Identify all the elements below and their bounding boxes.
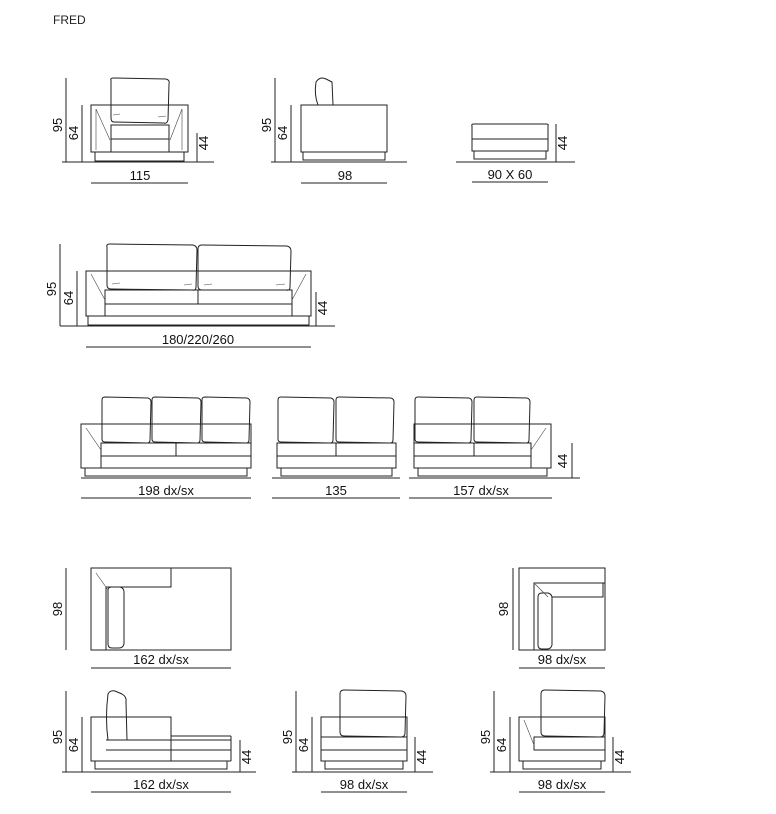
end2-width-label: 157 dx/sx (453, 483, 509, 498)
pouf-size-label: 90 X 60 (487, 167, 533, 182)
armchair-width-label: 115 (129, 168, 151, 183)
end2-arm-label: 44 (555, 453, 570, 469)
sofa-width-label: 180/220/260 (161, 332, 235, 347)
side-height-label: 95 (259, 117, 274, 133)
corner-front-width-label: 98 dx/sx (537, 777, 587, 792)
single-front-width-label: 98 dx/sx (339, 777, 389, 792)
corner-top-depth-label: 98 (496, 601, 511, 617)
single-front-arm-label: 44 (414, 749, 429, 765)
chaise-front-height-label: 95 (50, 729, 65, 745)
corner-top-width-label: 98 dx/sx (537, 652, 587, 667)
chaise-top-width-label: 162 dx/sx (133, 652, 189, 667)
chaise-front-arm-label: 44 (239, 749, 254, 765)
sofa-height-label: 95 (44, 281, 59, 297)
chaise-front-width-label: 162 dx/sx (133, 777, 189, 792)
side-seat-label: 64 (275, 125, 290, 141)
end3-width-label: 198 dx/sx (138, 483, 194, 498)
page-title: FRED (53, 13, 86, 27)
chaise-top-depth-label: 98 (50, 601, 65, 617)
sofa-arm-label: 44 (315, 300, 330, 316)
armchair-height-label: 95 (50, 117, 65, 133)
side-depth-label: 98 (337, 168, 353, 183)
chaise-front-seat-label: 64 (66, 737, 81, 753)
sofa-seat-label: 64 (61, 290, 76, 306)
single-front-seat-label: 64 (296, 737, 311, 753)
corner-front-arm-label: 44 (612, 749, 627, 765)
pouf-height-label: 44 (555, 135, 570, 151)
armchair-arm-label: 44 (196, 135, 211, 151)
corner-front-seat-label: 64 (494, 737, 509, 753)
center2-width-label: 135 (325, 483, 347, 498)
corner-front-height-label: 95 (478, 729, 493, 745)
single-front-height-label: 95 (280, 729, 295, 745)
armchair-seat-label: 64 (66, 125, 81, 141)
